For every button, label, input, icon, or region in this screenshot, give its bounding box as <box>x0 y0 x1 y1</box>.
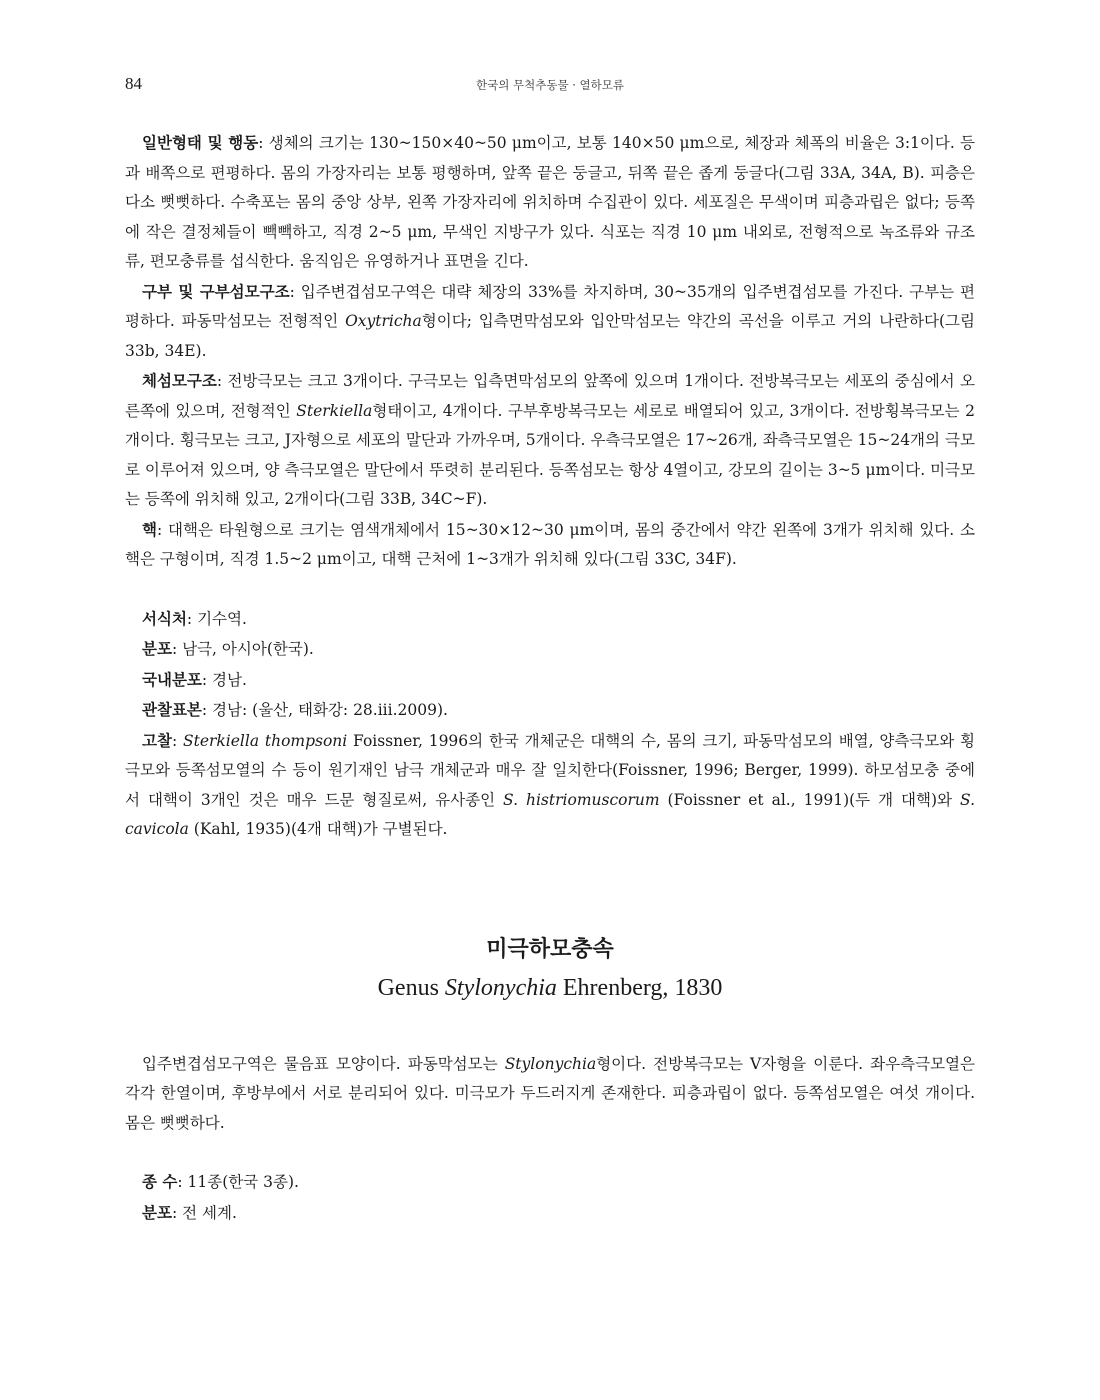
label-general-morphology: 일반형태 및 행동 <box>142 133 259 152</box>
fact-label: 분포 <box>142 639 172 658</box>
fact-text: : 전 세계. <box>171 1203 237 1222</box>
fact-text: : 경남. <box>201 670 247 689</box>
remark-text: (Foissner et al., 1991)(두 개 대핵)와 <box>659 790 960 809</box>
taxon-s-cavicola: S. cavicola <box>125 790 975 838</box>
fact-distribution <box>125 634 975 665</box>
genus-latin-name <box>125 971 975 1005</box>
genus-authority: Ehrenberg, 1830 <box>556 974 723 1001</box>
spacer <box>125 575 975 604</box>
taxon-s-histriomuscorum: S. histriomuscorum <box>503 790 660 809</box>
fact-text: : 11종(한국 3종). <box>177 1173 299 1191</box>
paragraph-genus-description <box>125 1050 975 1139</box>
genus-desc-text: 형이다. 전방복극모는 V자형을 이룬다. 좌우측극모열은 각각 한열이며, 후방부에서 서로 분리되어 있다. 미극모가 두드러지게 존재한다. 피층과립이 없다. 등쪽섬모열은 여섯 개이다. 몸은 뻣뻣하다. <box>125 1054 975 1132</box>
text-nucleus: : 대핵은 타원형으로 크기는 염색개체에서 15~30×12~30 μm이며, 몸의 중간에서 약간 왼쪽에 3개가 위치해 있다. 소핵은 구형이며, 직경 1.5~2 μm이고, 대핵 근처에 1~3개가 위치해 있다(그림 33C, 34F). <box>125 520 975 568</box>
fact-label: 국내분포 <box>142 669 202 689</box>
running-title: 한국의 무척추동물 · 열하모류 <box>476 78 624 92</box>
genus-prefix: Genus <box>377 974 445 1001</box>
paragraph-somatic-ciliature <box>125 366 975 515</box>
fact-domestic-distribution <box>125 665 975 696</box>
remark-text: (Kahl, 1935)(4개 대핵)가 구별된다. <box>188 820 448 838</box>
taxon-oxytricha: Oxytricha <box>345 312 422 330</box>
taxon-sterkiella-thompsoni: Sterkiella thompsoni <box>182 731 348 750</box>
label-somatic-ciliature: 체섬모구조 <box>142 371 217 390</box>
taxon-stylonychia: Stylonychia <box>444 974 557 1001</box>
taxon-stylonychia: Stylonychia <box>504 1054 597 1073</box>
fact-label: 종 수 <box>142 1172 178 1191</box>
fact-habitat <box>125 604 975 635</box>
label-nucleus: 핵 <box>142 519 157 539</box>
remark-text: Foissner, 1996의 한국 개체군은 대핵의 수, 몸의 크기, 파동막섬모의 배열, 양측극모와 횡극모와 등쪽섬모열의 수 등이 원기재인 남극 개체군과 매우 잘 일치한다(Foissner, 1996; Berger, 1999). 하모섬모충 중에서 대핵이 3개인 것은 매우 드문 형질로써, 유사종인 <box>125 731 975 809</box>
paragraph-nucleus <box>125 515 975 575</box>
remark-text: : <box>171 731 183 750</box>
page-header <box>125 74 975 98</box>
fact-label: 관찰표본 <box>142 700 202 719</box>
spacer <box>125 1138 975 1167</box>
taxon-sterkiella: Sterkiella <box>296 401 373 420</box>
fact-label: 분포 <box>142 1202 172 1222</box>
fact-text: : 경남: (울산, 태화강: 28.iii.2009). <box>201 701 448 719</box>
text-somatic-ciliature-a: : 전방극모는 크고 3개이다. 구극모는 입측면막섬모의 앞쪽에 있으며 1개이다. 전방복극모는 세포의 중심에서 오른쪽에 있으며, 전형적인 <box>125 372 975 420</box>
text-somatic-ciliature-b: 형태이고, 4개이다. 구부후방복극모는 세로로 배열되어 있고, 3개이다. 전방횡복극모는 2개이다. 횡극모는 크고, J자형으로 세포의 말단과 가까우며, 5개이다. 우측극모열은 17~26개, 좌측극모열은 15~24개의 극모로 이루어져 있으며, 양 측극모열은 말단에서 뚜렷히 분리된다. 등쪽섬모는 항상 4열이고, 강모의 길이는 3~5 μm이다. 미극모는 등쪽에 위치해 있고, 2개이다(그림 33B, 34C~F). <box>125 401 975 508</box>
label-remarks: 고찰 <box>142 730 172 750</box>
text-oral-structure-b: 형이다; 입측면막섬모와 입안막섬모는 약간의 곡선을 이루고 거의 나란하다(그림 33b, 34E). <box>125 312 975 360</box>
fact-specimen <box>125 695 975 726</box>
spacer <box>125 845 975 935</box>
paragraph-oral-structure <box>125 277 975 367</box>
genus-desc-text: 입주변겹섬모구역은 물음표 모양이다. 파동막섬모는 <box>142 1054 505 1073</box>
spacer <box>125 1005 975 1050</box>
fact-genus-distribution <box>125 1198 975 1229</box>
fact-text: : 기수역. <box>186 609 247 628</box>
fact-text: : 남극, 아시아(한국). <box>171 640 314 658</box>
label-oral-structure: 구부 및 구부섬모구조 <box>142 281 290 301</box>
text-general-morphology: : 생체의 크기는 130~150×40~50 μm이고, 보통 140×50 μm으로, 체장과 체폭의 비율은 3:1이다. 등과 배쪽으로 편평하다. 몸의 가장자리는 보통 평행하며, 앞쪽 끝은 둥글고, 뒤쪽 끝은 좁게 둥글다(그림 33A, 34A, B). 피층은 다소 뻣뻣하다. 수축포는 몸의 중앙 상부, 왼쪽 가장자리에 위치하며 수집관이 있다. 세포질은 무색이며 피층과립은 없다; 등쪽에 작은 결정체들이 빽빽하고, 직경 2~5 μm, 무색인 지방구가 있다. 식포는 직경 10 μm 내외로, 전형적으로 녹조류와 규조류, 편모충류를 섭식한다. 움직임은 유영하거나 표면을 긴다. <box>125 134 976 270</box>
text-oral-structure-a: : 입주변겹섬모구역은 대략 체장의 33%를 차지하며, 30~35개의 입주변겹섬모를 가진다. 구부는 편평하다. 파동막섬모는 전형적인 <box>125 282 975 330</box>
fact-species-count <box>125 1167 975 1198</box>
fact-label: 서식처 <box>142 608 187 628</box>
page-number: 84 <box>125 74 142 93</box>
page-body <box>125 128 975 1228</box>
genus-title: 미극하모충속 <box>486 936 614 962</box>
paragraph-general-morphology <box>125 128 975 277</box>
paragraph-remarks <box>125 726 975 845</box>
